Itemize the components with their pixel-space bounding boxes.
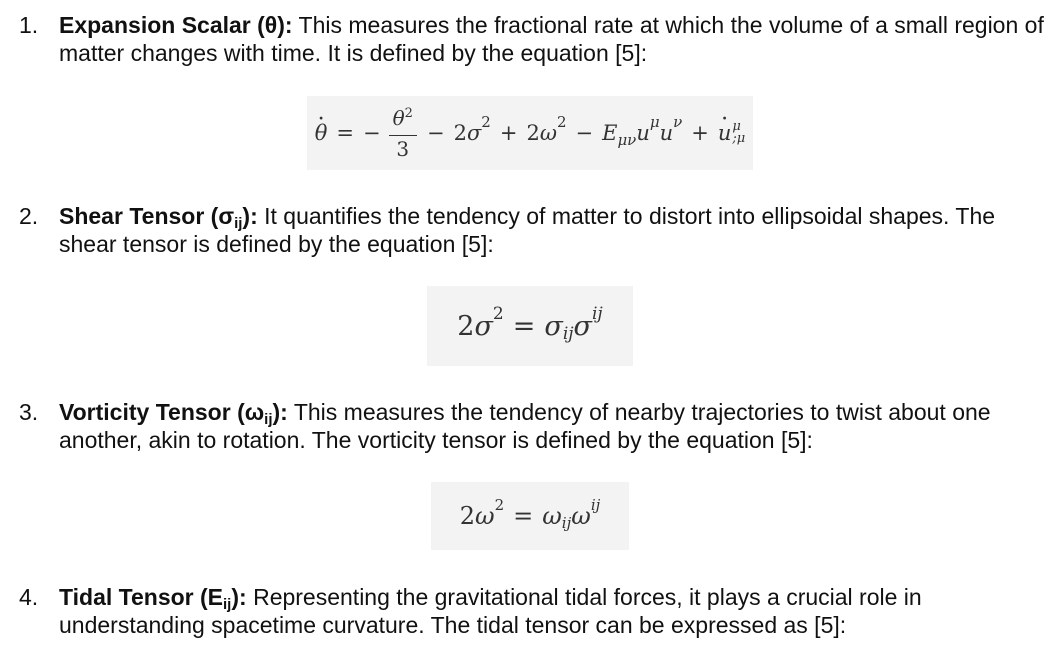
list-item-text	[59, 11, 1049, 67]
list-item-text	[59, 202, 1049, 258]
list-number: 2.	[19, 203, 39, 229]
list-number: 4.	[19, 584, 39, 610]
term-label: Shear Tensor $(\sigma_{ij})$:	[59, 203, 258, 232]
eq-fraction: $\frac{\theta^2}{3}$	[389, 107, 417, 160]
list-number: 1.	[19, 12, 39, 38]
equation-vorticity: 2 ω 2 = ω ij ω ij	[431, 482, 629, 550]
term-description: It quantifies the tendency of matter to distort into ellipsoidal shapes. The shear tensor is defined by the equation [5]:	[59, 203, 996, 257]
term-label: Expansion Scalar (θ):	[59, 12, 293, 38]
term-label: Tidal Tensor $(E_{ij})$:	[59, 584, 247, 613]
term-description: This measures the tendency of nearby trajectories to twist about one another, akin to rotation. The vorticity tensor is defined by the equation [5]:	[59, 399, 991, 453]
eq-theta-dot: · θ	[315, 121, 328, 145]
list-item-text	[59, 583, 1049, 639]
equation-expansion-scalar: · θ = − $\frac{\theta^2}{3}$ − 2 σ 2 + 2 ω 2 − E μν u μ u ν + · u μ ;μ	[307, 96, 753, 170]
term-description: This measures the fractional rate at which the volume of a small region of matter changes with time. It is defined by the equation [5]:	[59, 12, 1044, 66]
term-label: Vorticity Tensor $(\omega_{ij})$:	[59, 399, 288, 428]
list-number: 3.	[19, 399, 39, 425]
equation-shear: 2 σ 2 = σ ij σ ij	[427, 286, 633, 366]
term-description: Representing the gravitational tidal forces, it plays a crucial role in understanding spacetime curvature. The tidal tensor can be expressed as [5]:	[59, 584, 922, 638]
list-item-text	[59, 398, 1049, 454]
